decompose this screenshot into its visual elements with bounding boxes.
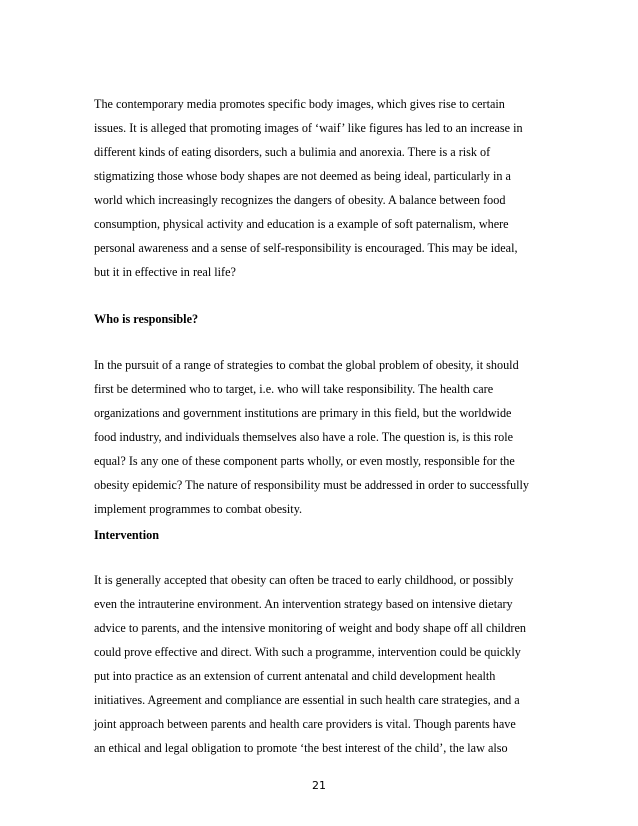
paragraph-3-line-8: an ethical and legal obligation to promote ‘the best interest of the child’, the law also bbox=[94, 741, 508, 755]
paragraph-1-line-8: but it in effective in real life? bbox=[94, 265, 236, 279]
paragraph-2-line-6: obesity epidemic? The nature of responsibility must be addressed in order to successfully bbox=[94, 478, 530, 492]
section-heading-intervention: Intervention bbox=[94, 528, 159, 542]
paragraph-1-line-2: issues. It is alleged that promoting images of ‘waif’ like figures has led to an increase in bbox=[94, 121, 523, 135]
paragraph-3-line-1: It is generally accepted that obesity can often be traced to early childhood, or possibly bbox=[94, 573, 514, 587]
paragraph-3-line-6: initiatives. Agreement and compliance are essential in such health care strategies, and a bbox=[94, 693, 520, 707]
paragraph-2-line-1: In the pursuit of a range of strategies to combat the global problem of obesity, it should bbox=[94, 358, 519, 372]
paragraph-3-line-5: put into practice as an extension of current antenatal and child development health bbox=[94, 669, 496, 683]
paragraph-1-line-7: personal awareness and a sense of self-responsibility is encouraged. This may be ideal, bbox=[94, 241, 518, 255]
section-heading-who-is-responsible: Who is responsible? bbox=[94, 312, 199, 326]
paragraph-2-line-2: first be determined who to target, i.e. who will take responsibility. The health care bbox=[94, 382, 494, 396]
paragraph-3-line-3: advice to parents, and the intensive monitoring of weight and body shape off all children bbox=[94, 621, 526, 635]
paragraph-3-line-7: joint approach between parents and health care providers is vital. Though parents have bbox=[94, 717, 516, 731]
paragraph-2-line-4: food industry, and individuals themselves also have a role. The question is, is this role bbox=[94, 430, 514, 444]
page-number: 21 bbox=[312, 779, 326, 792]
paragraph-1-line-4: stigmatizing those whose body shapes are not deemed as being ideal, particularly in a bbox=[94, 169, 511, 183]
paragraph-1-line-1: The contemporary media promotes specific body images, which gives rise to certain bbox=[94, 97, 505, 111]
paragraph-1-line-5: world which increasingly recognizes the dangers of obesity. A balance between food bbox=[94, 193, 506, 207]
paragraph-2-line-3: organizations and government institutions are primary in this field, but the worldwide bbox=[94, 406, 512, 420]
paragraph-3-line-2: even the intrauterine environment. An intervention strategy based on intensive dietary bbox=[94, 597, 513, 611]
paragraph-3-line-4: could prove effective and direct. With such a programme, intervention could be quickly bbox=[94, 645, 521, 659]
paragraph-1-line-3: different kinds of eating disorders, such a bulimia and anorexia. There is a risk of bbox=[94, 145, 491, 159]
paragraph-2-line-5: equal? Is any one of these component parts wholly, or even mostly, responsible for the bbox=[94, 454, 515, 468]
paragraph-2-line-7: implement programmes to combat obesity. bbox=[94, 502, 303, 516]
paragraph-1-line-6: consumption, physical activity and education is a example of soft paternalism, where bbox=[94, 217, 509, 231]
